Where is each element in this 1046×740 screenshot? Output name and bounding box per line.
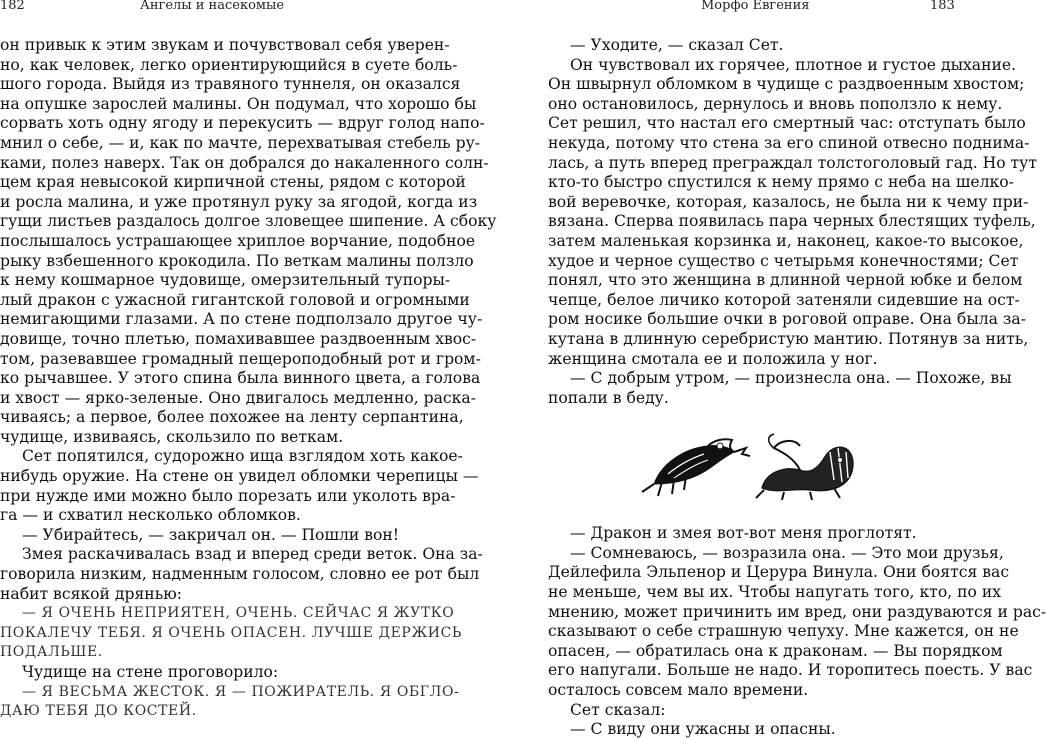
- text-line: попали в беду.: [548, 388, 669, 407]
- text-line: мнению, может причинить им вред, они раздуваются и рас-: [548, 602, 1046, 621]
- text-line: Змея раскачивалась взад и вперед среди веток. Она за-: [22, 545, 483, 564]
- left-running-title: Ангелы и насекомые: [140, 0, 285, 13]
- caterpillars-illustration: [548, 408, 958, 524]
- text-line: шого города. Выйдя из травяного туннеля, он оказался: [0, 75, 461, 94]
- text-line: ко рычавшее. У этого спина была винного цвета, а голова: [0, 369, 481, 388]
- text-line: опасен, — обратилась она к драконам. — Вы порядком: [548, 641, 1003, 660]
- puss-moth-caterpillar: [756, 434, 853, 500]
- text-line: чиваясь; а первое, более похожее на ленту серпантина,: [0, 408, 464, 427]
- text-line: к нему кошмарное чудовище, омерзительный тупоры-: [0, 271, 451, 290]
- text-line: том, разевавшее громадный пещероподобный рот и гром-: [0, 349, 481, 368]
- text-line: Чудище на стене проговорило:: [22, 663, 279, 681]
- text-line: — С добрым утром, — произнесла она. — Похоже, вы: [570, 369, 1012, 388]
- text-line: чудище, извиваясь, скользило по веткам.: [0, 427, 344, 446]
- text-line: сорвать хоть одну ягоду и перекусить — вдруг голод напо-: [0, 114, 485, 133]
- text-line: при нужде ими можно было порезать или уколоть вра-: [0, 486, 456, 505]
- text-line: мнил о себе, — и, как по мачте, перехватывая стебель ру-: [0, 133, 481, 152]
- text-line: вой веревочке, которая, казалось, не была ни к чему при-: [548, 192, 1029, 211]
- text-line: кто-то быстро спустился к нему прямо с неба на шелко-: [548, 173, 1014, 192]
- text-line: рыку взбешенного крокодила. По веткам малины ползло: [0, 251, 474, 270]
- text-line: и хвост — ярко-зеленые. Оно двигалось медленно, раска-: [0, 388, 476, 407]
- text-line: и росла малина, и уже протянул руку за ягодой, когда из: [0, 192, 478, 211]
- text-line: его напугали. Больше не надо. И торопитесь поесть. У вас: [548, 661, 1033, 680]
- text-line: оно остановилось, дернулось и вновь поползло к нему.: [548, 94, 1003, 113]
- text-line: ром носике большие очки в роговой оправе. Она была за-: [548, 310, 1026, 329]
- text-line: гущи листьев раздалось долгое зловещее шипение. А сбоку: [0, 212, 497, 231]
- right-running-title: Морфо Евгения: [701, 0, 810, 13]
- text-line: на опушке зарослей малины. Он подумал, что хорошо бы: [0, 94, 477, 113]
- text-line: кутана в длинную серебристую мантию. Потянув за нить,: [548, 329, 1029, 348]
- text-line: лый дракон с ужасной гигантской головой и огромными: [0, 290, 470, 309]
- text-line: Дейлефила Эльпенор и Церура Винула. Они боятся вас: [548, 563, 1010, 582]
- text-line: га — и схватил несколько обломков.: [0, 506, 301, 525]
- text-line: послышалось устрашающее хриплое ворчание, подобное: [0, 231, 476, 250]
- text-line: Он швырнул обломком в чудище с раздвоенным хвостом;: [548, 75, 1025, 94]
- text-line: ПОКАЛЕЧУ ТЕБЯ. Я ОЧЕНЬ ОПАСЕН. ЛУЧШЕ ДЕРЖИСЬ: [0, 624, 462, 641]
- text-line: но, как человек, легко ориентирующийся в суете боль-: [0, 55, 458, 74]
- text-line: женщина смотала ее и положила у ног.: [548, 349, 878, 368]
- text-line: Сет сказал:: [570, 700, 666, 719]
- text-line: — Дракон и змея вот-вот меня проглотят.: [570, 524, 917, 543]
- text-line: — Сомневаюсь, — возразила она. — Это мои друзья,: [570, 543, 1004, 562]
- text-line: ками, полез наверх. Так он добрался до накаленного солн-: [0, 153, 489, 172]
- text-line: набит всякой дрянью:: [0, 584, 183, 603]
- text-line: немигающими глазами. А по стене подползало другое чу-: [0, 310, 483, 329]
- text-line: вязана. Сперва появилась пара черных блестящих туфель,: [548, 212, 1036, 231]
- text-line: — Убирайтесь, — закричал он. — Пошли вон!: [22, 525, 400, 544]
- elephant-hawk-moth-caterpillar: [642, 440, 750, 497]
- text-line: осталось совсем мало времени.: [548, 681, 809, 700]
- text-line: лась, а путь вперед преграждал толстоголовый гад. Но тут: [548, 153, 1037, 172]
- text-line: понял, что это женщина в длинной черной юбке и белом: [548, 271, 1023, 290]
- text-line: нибудь оружие. На стене он увидел обломки черепицы —: [0, 467, 479, 486]
- text-line: цем края невысокой кирпичной стены, рядом с которой: [0, 173, 466, 192]
- text-line: Он чувствовал их горячее, плотное и густое дыхание.: [570, 55, 1017, 74]
- left-page-text: [0, 36, 497, 722]
- text-line: — Я ОЧЕНЬ НЕПРИЯТЕН, ОЧЕНЬ. СЕЙЧАС Я ЖУТКО: [22, 605, 455, 622]
- text-line: Сет решил, что настал его смертный час: отступать было: [548, 114, 1026, 133]
- text-line: ДАЮ ТЕБЯ ДО КОСТЕЙ.: [0, 703, 197, 720]
- text-line: ПОДАЛЬШЕ.: [0, 644, 103, 661]
- right-page-text: [548, 36, 1046, 740]
- text-line: он привык к этим звукам и почувствовал себя уверен-: [0, 36, 450, 54]
- text-line: затем маленькая корзинка и, наконец, какое-то высокое,: [548, 231, 1024, 250]
- text-line: некуда, потому что стена за его спиной отвесно поднима-: [548, 133, 1030, 152]
- text-line: — Уходите, — сказал Сет.: [570, 36, 784, 54]
- text-line: сказывают о себе страшную чепуху. Мне кажется, он не: [548, 622, 1019, 641]
- text-line: довище, точно плетью, помахивавшее раздвоенным хвос-: [0, 329, 477, 348]
- right-page-number: 183: [930, 0, 955, 13]
- text-line: — Я ВЕСЬМА ЖЕСТОК. Я — ПОЖИРАТЕЛЬ. Я ОБГЛО-: [22, 683, 460, 700]
- text-line: — С виду они ужасны и опасны.: [570, 720, 836, 739]
- text-line: худое и черное существо с четырьмя конечностями; Сет: [548, 251, 1019, 270]
- text-line: говорила низким, надменным голосом, словно ее рот был: [0, 565, 480, 584]
- text-line: чепце, белое личико которой затеняли сидевшие на ост-: [548, 290, 1020, 309]
- caterpillar-drawing: [634, 422, 864, 502]
- text-line: Сет попятился, судорожно ища взглядом хоть какое-: [22, 447, 463, 466]
- left-page-number: 182: [0, 0, 25, 13]
- text-line: не меньше, чем вы их. Чтобы напугать того, кто, по их: [548, 583, 1002, 602]
